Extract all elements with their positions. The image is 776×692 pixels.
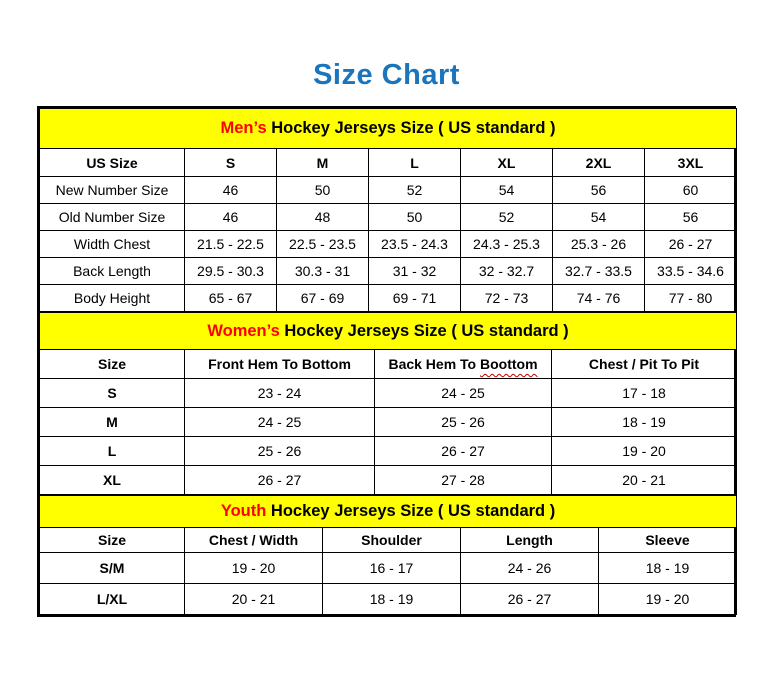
table-row bbox=[40, 379, 737, 408]
table-row bbox=[40, 204, 737, 231]
mens-title-rest: Hockey Jerseys Size ( US standard ) bbox=[266, 119, 556, 137]
youth-section-title bbox=[40, 496, 737, 528]
youth-title-highlight: Youth bbox=[220, 502, 267, 520]
size-value-cell: 16 - 17 bbox=[323, 553, 461, 584]
row-label: S/M bbox=[40, 553, 185, 584]
size-value-cell: 30.3 - 31 bbox=[277, 258, 369, 285]
size-value-cell: 77 - 80 bbox=[645, 285, 737, 312]
size-value-cell: 23.5 - 24.3 bbox=[369, 231, 461, 258]
size-value-cell: 31 - 32 bbox=[369, 258, 461, 285]
size-value-cell: 24 - 25 bbox=[185, 408, 375, 437]
size-value-cell: 56 bbox=[553, 177, 645, 204]
column-header: Size bbox=[40, 528, 185, 553]
table-row bbox=[40, 285, 737, 312]
column-header-text: Back Hem To bbox=[388, 356, 480, 372]
row-label: L bbox=[40, 437, 185, 466]
column-header: S bbox=[185, 149, 277, 177]
size-value-cell: 67 - 69 bbox=[277, 285, 369, 312]
size-value-cell: 32 - 32.7 bbox=[461, 258, 553, 285]
size-value-cell: 52 bbox=[461, 204, 553, 231]
size-value-cell: 26 - 27 bbox=[645, 231, 737, 258]
mens-section-title bbox=[40, 109, 737, 149]
size-value-cell: 65 - 67 bbox=[185, 285, 277, 312]
size-value-cell: 20 - 21 bbox=[185, 584, 323, 615]
size-value-cell: 26 - 27 bbox=[461, 584, 599, 615]
mens-section-header bbox=[40, 109, 737, 149]
row-label: XL bbox=[40, 466, 185, 495]
table-row bbox=[40, 258, 737, 285]
size-value-cell: 17 - 18 bbox=[552, 379, 737, 408]
size-value-cell: 54 bbox=[461, 177, 553, 204]
size-value-cell: 19 - 20 bbox=[185, 553, 323, 584]
size-value-cell: 54 bbox=[553, 204, 645, 231]
size-value-cell: 19 - 20 bbox=[552, 437, 737, 466]
size-value-cell: 69 - 71 bbox=[369, 285, 461, 312]
row-label: L/XL bbox=[40, 584, 185, 615]
table-row bbox=[40, 437, 737, 466]
column-header: US Size bbox=[40, 149, 185, 177]
size-value-cell: 25 - 26 bbox=[375, 408, 552, 437]
column-header: M bbox=[277, 149, 369, 177]
column-header bbox=[375, 350, 552, 379]
column-header: Chest / Width bbox=[185, 528, 323, 553]
table-row bbox=[40, 466, 737, 495]
size-value-cell: 72 - 73 bbox=[461, 285, 553, 312]
womens-section-title bbox=[40, 313, 737, 350]
size-value-cell: 46 bbox=[185, 177, 277, 204]
column-header: Length bbox=[461, 528, 599, 553]
size-value-cell: 24 - 26 bbox=[461, 553, 599, 584]
column-header: 3XL bbox=[645, 149, 737, 177]
size-value-cell: 32.7 - 33.5 bbox=[553, 258, 645, 285]
table-row bbox=[40, 408, 737, 437]
womens-title-highlight: Women’s bbox=[207, 321, 280, 340]
table-row bbox=[40, 177, 737, 204]
column-header: Shoulder bbox=[323, 528, 461, 553]
mens-size-table bbox=[39, 108, 737, 312]
column-header: 2XL bbox=[553, 149, 645, 177]
table-row bbox=[40, 553, 737, 584]
column-header: Chest / Pit To Pit bbox=[552, 350, 737, 379]
row-label: Width Chest bbox=[40, 231, 185, 258]
size-value-cell: 27 - 28 bbox=[375, 466, 552, 495]
size-value-cell: 24 - 25 bbox=[375, 379, 552, 408]
size-value-cell: 60 bbox=[645, 177, 737, 204]
page-title: Size Chart bbox=[313, 59, 460, 91]
womens-size-table bbox=[39, 312, 737, 495]
misspelled-word: Boottom bbox=[480, 356, 538, 372]
size-value-cell: 21.5 - 22.5 bbox=[185, 231, 277, 258]
size-value-cell: 18 - 19 bbox=[323, 584, 461, 615]
column-header: L bbox=[369, 149, 461, 177]
size-value-cell: 74 - 76 bbox=[553, 285, 645, 312]
youth-column-header-row bbox=[40, 528, 737, 553]
size-value-cell: 33.5 - 34.6 bbox=[645, 258, 737, 285]
size-value-cell: 52 bbox=[369, 177, 461, 204]
column-header: Front Hem To Bottom bbox=[185, 350, 375, 379]
womens-column-header-row bbox=[40, 350, 737, 379]
size-value-cell: 46 bbox=[185, 204, 277, 231]
size-chart-container bbox=[37, 106, 736, 617]
youth-size-table bbox=[39, 495, 737, 615]
size-value-cell: 48 bbox=[277, 204, 369, 231]
column-header: Sleeve bbox=[599, 528, 737, 553]
row-label: Old Number Size bbox=[40, 204, 185, 231]
womens-title-rest: Hockey Jerseys Size ( US standard ) bbox=[279, 321, 569, 340]
column-header: XL bbox=[461, 149, 553, 177]
size-value-cell: 50 bbox=[369, 204, 461, 231]
size-value-cell: 22.5 - 23.5 bbox=[277, 231, 369, 258]
size-value-cell: 23 - 24 bbox=[185, 379, 375, 408]
table-row bbox=[40, 231, 737, 258]
row-label: M bbox=[40, 408, 185, 437]
size-value-cell: 24.3 - 25.3 bbox=[461, 231, 553, 258]
size-value-cell: 18 - 19 bbox=[552, 408, 737, 437]
womens-section-header bbox=[40, 313, 737, 350]
size-value-cell: 56 bbox=[645, 204, 737, 231]
size-value-cell: 18 - 19 bbox=[599, 553, 737, 584]
mens-title-highlight: Men’s bbox=[220, 119, 267, 137]
size-value-cell: 26 - 27 bbox=[375, 437, 552, 466]
row-label: Back Length bbox=[40, 258, 185, 285]
row-label: New Number Size bbox=[40, 177, 185, 204]
youth-section-header bbox=[40, 496, 737, 528]
column-header: Size bbox=[40, 350, 185, 379]
size-value-cell: 20 - 21 bbox=[552, 466, 737, 495]
youth-title-rest: Hockey Jerseys Size ( US standard ) bbox=[266, 502, 556, 520]
size-value-cell: 19 - 20 bbox=[599, 584, 737, 615]
row-label: Body Height bbox=[40, 285, 185, 312]
row-label: S bbox=[40, 379, 185, 408]
size-value-cell: 26 - 27 bbox=[185, 466, 375, 495]
size-value-cell: 50 bbox=[277, 177, 369, 204]
size-value-cell: 29.5 - 30.3 bbox=[185, 258, 277, 285]
table-row bbox=[40, 584, 737, 615]
size-value-cell: 25.3 - 26 bbox=[553, 231, 645, 258]
size-value-cell: 25 - 26 bbox=[185, 437, 375, 466]
mens-column-header-row bbox=[40, 149, 737, 177]
